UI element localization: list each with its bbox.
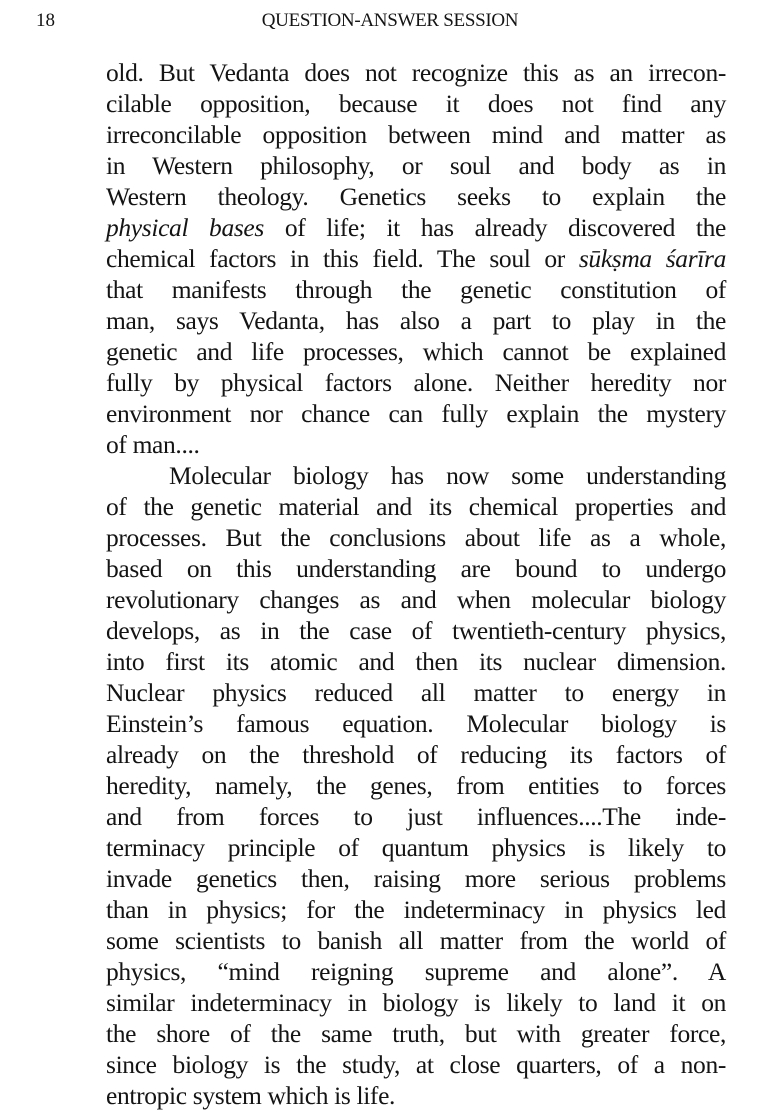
text-line-with-italic: [106, 212, 726, 243]
text-line: genetic and life processes, which cannot be explained: [106, 337, 726, 366]
paragraph-2: [106, 460, 726, 1111]
text-line: based on this understanding are bound to undergo: [106, 554, 726, 583]
text-line-with-italic: [106, 243, 726, 274]
running-title: QUESTION-ANSWER SESSION: [261, 10, 519, 31]
text-line: some scientists to banish all matter from the world of: [106, 926, 726, 955]
paragraph-1: [106, 57, 726, 460]
body-text: [106, 57, 726, 1111]
italic-phrase: physical bases: [106, 213, 264, 242]
text-line: Nuclear physics reduced all matter to energy in: [106, 678, 726, 707]
text-line: entropic system which is life.: [106, 1081, 396, 1110]
text-line: Einstein’s famous equation. Molecular biology is: [106, 709, 726, 738]
text-line: than in physics; for the indeterminacy in physics led: [106, 895, 726, 924]
text-line: since biology is the study, at close quarters, of a non-: [106, 1050, 726, 1079]
text-line: revolutionary changes as and when molecular biology: [106, 585, 726, 614]
text-line: old. But Vedanta does not recognize this as an irrecon-: [106, 58, 726, 87]
text-line: already on the threshold of reducing its factors of: [106, 740, 726, 769]
text-line: heredity, namely, the genes, from entities to forces: [106, 771, 726, 800]
text-line: in Western philosophy, or soul and body as in: [106, 151, 726, 180]
text-line: cilable opposition, because it does not find any: [106, 89, 726, 118]
text-line: irreconcilable opposition between mind and matter as: [106, 120, 726, 149]
text-line: invade genetics then, raising more serious problems: [106, 864, 726, 893]
text-line: the shore of the same truth, but with greater force,: [106, 1019, 726, 1048]
text-line: fully by physical factors alone. Neither heredity nor: [106, 368, 726, 397]
text-line: of man....: [106, 430, 200, 459]
text-line: terminacy principle of quantum physics is likely to: [106, 833, 726, 862]
text-line: develops, as in the case of twentieth-century physics,: [106, 616, 726, 645]
text-line: into first its atomic and then its nuclear dimension.: [106, 647, 726, 676]
text-line: physics, “mind reigning supreme and alone”. A: [106, 957, 726, 986]
text-line: environment nor chance can fully explain the mystery: [106, 399, 726, 428]
text-fragment: chemical factors in this field. The soul or: [106, 244, 579, 273]
text-line: processes. But the conclusions about life as a whole,: [106, 523, 726, 552]
text-line: and from forces to just influences....The inde-: [106, 802, 726, 831]
running-head: [0, 8, 780, 38]
text-line: Molecular biology has now some understanding: [169, 461, 726, 490]
text-line: similar indeterminacy in biology is likely to land it on: [106, 988, 726, 1017]
text-line: Western theology. Genetics seeks to explain the: [106, 182, 726, 211]
text-line: of the genetic material and its chemical properties and: [106, 492, 726, 521]
page-number: 18: [36, 10, 55, 31]
text-line: man, says Vedanta, has also a part to play in the: [106, 306, 726, 335]
text-line: that manifests through the genetic constitution of: [106, 275, 726, 304]
text-fragment: of life; it has already discovered the: [263, 213, 726, 242]
italic-phrase: sūkṣma śarīra: [578, 244, 726, 273]
